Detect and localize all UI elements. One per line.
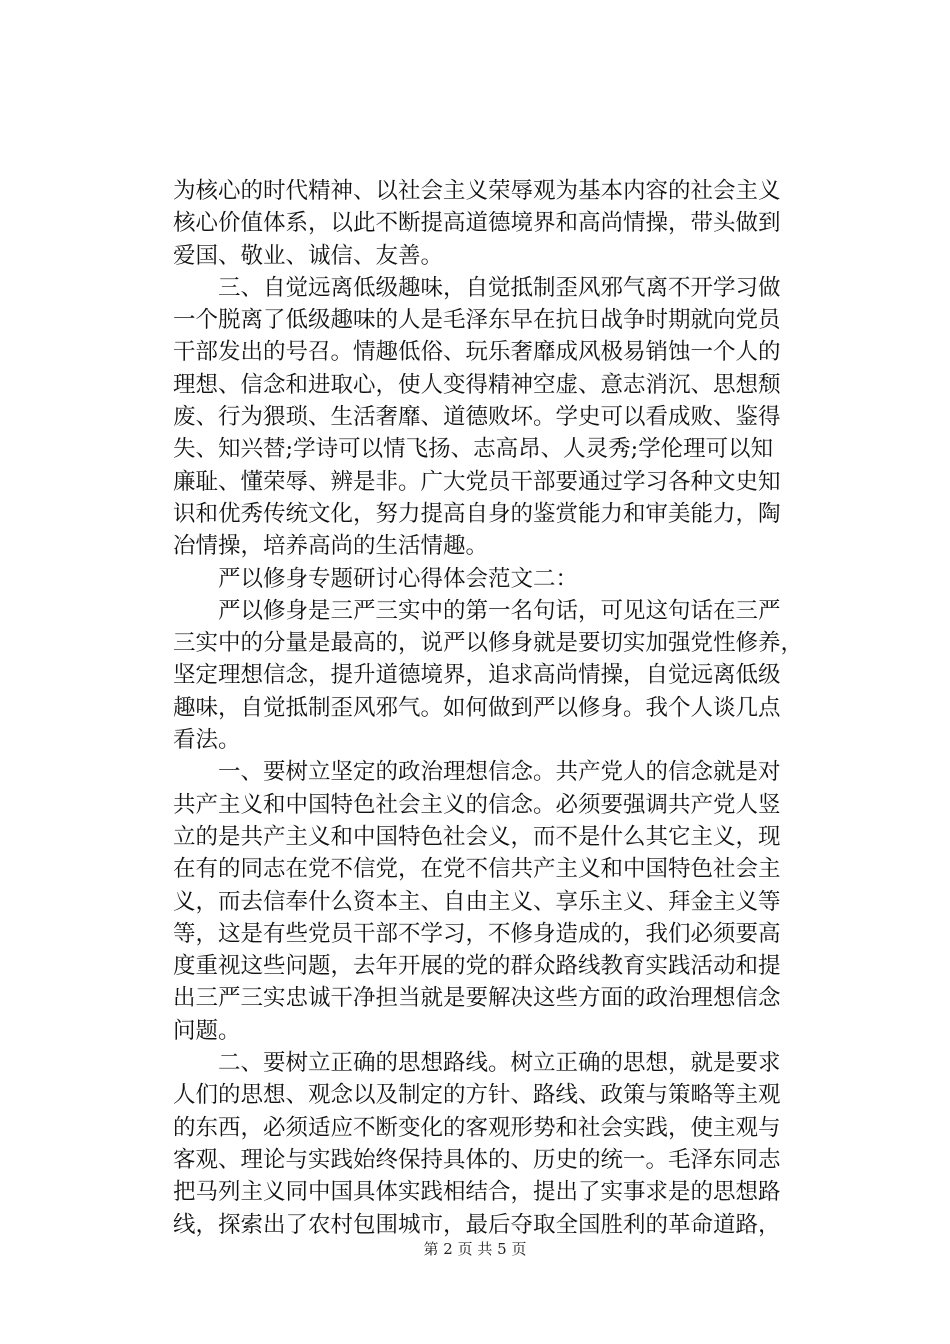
text-line: 严以修身专题研讨心得体会范文二： <box>173 565 579 592</box>
text-line: 客观、理论与实践始终保持具体的、历史的统一。毛泽东同志 <box>173 1146 781 1173</box>
text-line: 义，而去信奉什么资本主、自由主义、享乐主义、拜金主义等 <box>173 888 781 915</box>
text-line: 爱国、敬业、诚信、友善。 <box>173 242 444 269</box>
text-line: 度重视这些问题，去年开展的党的群众路线教育实践活动和提 <box>173 953 781 980</box>
text-line: 严以修身是三严三实中的第一名句话，可见这句话在三严 <box>173 597 781 624</box>
text-line: 三、自觉远离低级趣味，自觉抵制歪风邪气离不开学习做 <box>173 274 781 301</box>
text-line: 一、要树立坚定的政治理想信念。共产党人的信念就是对 <box>173 759 781 786</box>
text-line: 干部发出的号召。情趣低俗、玩乐奢靡成风极易销蚀一个人的 <box>173 339 781 366</box>
text-line: 出三严三实忠诚干净担当就是要解决这些方面的政治理想信念 <box>173 985 781 1012</box>
text-line: 失、知兴替;学诗可以情飞扬、志高昂、人灵秀;学伦理可以知 <box>173 436 774 463</box>
text-line: 看法。 <box>173 727 241 754</box>
text-line: 坚定理想信念，提升道德境界，追求高尚情操，自觉远离低级 <box>173 662 781 689</box>
text-line: 廉耻、懂荣辱、辨是非。广大党员干部要通过学习各种文史知 <box>173 468 781 495</box>
text-line: 一个脱离了低级趣味的人是毛泽东早在抗日战争时期就向党员 <box>173 307 781 334</box>
text-line: 共产主义和中国特色社会主义的信念。必须要强调共产党人竖 <box>173 791 781 818</box>
text-line: 冶情操，培养高尚的生活情趣。 <box>173 533 489 560</box>
text-line: 废、行为猥琐、生活奢靡、道德败坏。学史可以看成败、鉴得 <box>173 404 781 431</box>
text-line: 理想、信念和进取心，使人变得精神空虚、意志消沉、思想颓 <box>173 371 781 398</box>
text-line: 等，这是有些党员干部不学习，不修身造成的，我们必须要高 <box>173 920 781 947</box>
text-line: 核心价值体系，以此不断提高道德境界和高尚情操，带头做到 <box>173 210 781 237</box>
text-line: 为核心的时代精神、以社会主义荣辱观为基本内容的社会主义 <box>173 178 781 204</box>
text-line: 把马列主义同中国具体实践相结合，提出了实事求是的思想路 <box>173 1179 781 1206</box>
text-line: 在有的同志在党不信党，在党不信共产主义和中国特色社会主 <box>173 856 781 883</box>
text-line: 线，探索出了农村包围城市，最后夺取全国胜利的革命道路， <box>173 1211 781 1238</box>
text-line: 二、要树立正确的思想路线。树立正确的思想，就是要求 <box>173 1050 781 1077</box>
body-text <box>173 175 804 1241</box>
text-line: 识和优秀传统文化，努力提高自身的鉴赏能力和审美能力，陶 <box>173 500 781 527</box>
text-line: 三实中的分量是最高的，说严以修身就是要切实加强党性修养， <box>173 630 804 657</box>
text-line: 人们的思想、观念以及制定的方针、路线、政策与策略等主观 <box>173 1082 781 1109</box>
text-line: 的东西，必须适应不断变化的客观形势和社会实践，使主观与 <box>173 1114 781 1141</box>
text-line: 趣味，自觉抵制歪风邪气。如何做到严以修身。我个人谈几点 <box>173 694 781 721</box>
text-line: 立的是共产主义和中国特色社会义，而不是什么其它主义，现 <box>173 823 781 850</box>
page-footer: 第 2 页 共 5 页 <box>423 1240 527 1258</box>
text-line: 问题。 <box>173 1017 241 1044</box>
